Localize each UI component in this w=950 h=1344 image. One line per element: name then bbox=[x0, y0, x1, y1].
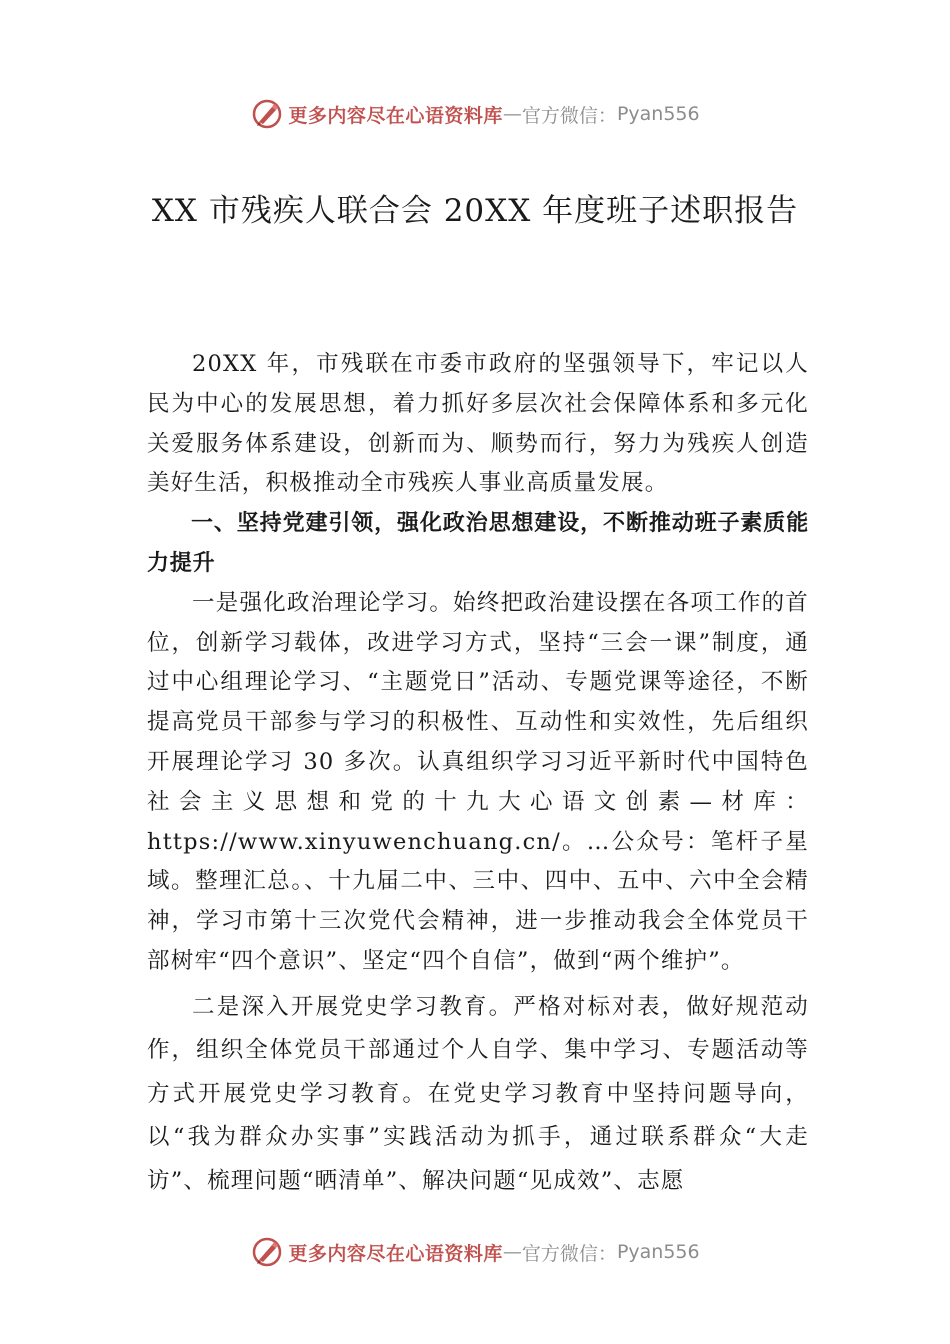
document-body bbox=[147, 345, 809, 1203]
watermark-wechat-id: Pyan556 bbox=[616, 103, 700, 125]
body-paragraph-2: 二是深入开展党史学习教育。严格对标对表，做好规范动作，组织全体党员干部通过个人自学、集中学习、专题活动等方式开展党史学习教育。在党史学习教育中坚持问题导向，以“我为群众办实事”实践活动为抓手，通过联系群众“大走访”、梳理问题“晒清单”、解决问题“见成效”、志愿 bbox=[147, 993, 809, 1194]
watermark-dash: — bbox=[502, 1241, 522, 1263]
watermark-banner-bottom bbox=[0, 1232, 950, 1272]
watermark-site-text: 更多内容尽在心语资料库 bbox=[288, 104, 503, 127]
intro-paragraph: 20XX 年，市残联在市委市政府的坚强领导下，牢记以人民为中心的发展思想，着力抓好多层次社会保障体系和多元化关爱服务体系建设，创新而为、顺势而行，努力为残疾人创造美好生活，积极推动全市残疾人事业高质量发展。 bbox=[147, 351, 809, 497]
body-paragraph-1: 一是强化政治理论学习。始终把政治建设摆在各项工作的首位，创新学习载体，改进学习方式，坚持“三会一课”制度，通过中心组理论学习、“主题党日”活动、专题党课等途径，不断提高党员干部参与学习的积极性、互动性和实效性，先后组织开展理论学习 30 多次。认真组织学习习近平新时代中国特色社会主义思想和党的十九大心语文创素—材库：https://www.xinyuwenchuang.cn/。…公众号：笔杆子星域。整理汇总。、十九届二中、三中、四中、五中、六中全会精神，学习市第十三次党代会精神，进一步推动我会全体党员干部树牢“四个意识”、坚定“四个自信”，做到“两个维护”。 bbox=[147, 589, 809, 974]
pen-logo-icon bbox=[250, 97, 284, 131]
watermark-wechat-label: 官方微信： bbox=[521, 104, 617, 127]
watermark-site-text: 更多内容尽在心语资料库 bbox=[288, 1242, 503, 1265]
watermark-dash: — bbox=[502, 103, 522, 125]
watermark-banner-top bbox=[0, 94, 950, 134]
pen-logo-icon bbox=[250, 1235, 284, 1269]
document-title: XX 市残疾人联合会 20XX 年度班子述职报告 bbox=[151, 193, 799, 229]
watermark-wechat-id: Pyan556 bbox=[616, 1241, 700, 1263]
section-heading: 一、坚持党建引领，强化政治思想建设，不断推动班子素质能力提升 bbox=[147, 511, 809, 576]
watermark-wechat-label: 官方微信： bbox=[521, 1242, 617, 1265]
